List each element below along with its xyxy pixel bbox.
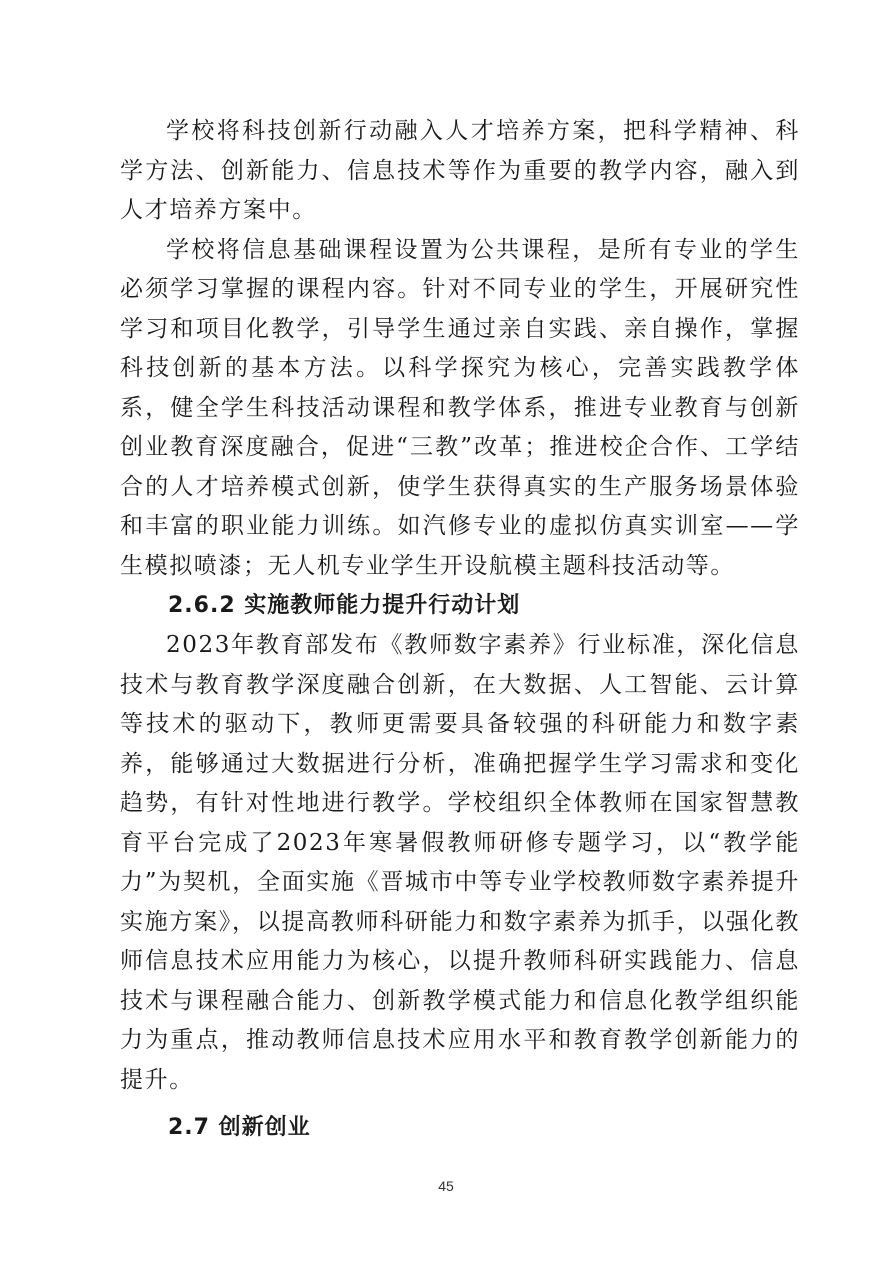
section-heading-2-7: 2.7 创新创业 xyxy=(168,1115,311,1140)
section-heading-2-6-2: 2.6.2 实施教师能力提升行动计划 xyxy=(168,593,521,618)
paragraph-teacher-capability: 2023年教育部发布《教师数字素养》行业标准，深化信息技术与教育教学深度融合创新，在大数据、人工智能、云计算等技术的驱动下，教师更需要具备较强的科研能力和数字素养，能够通过大数据进行分析，准确把握学生学习需求和变化趋势，有针对性地进行教学。学校组织全体教师在国家智慧教育平台完成了2023年寒暑假教师研修专题学习，以“教学能力”为契机，全面实施《晋城市中等专业学校教师数字素养提升实施方案》，以提高教师科研能力和数字素养为抓手，以强化教师信息技术应用能力为核心，以提升教师科研实践能力、信息技术与课程融合能力、创新教学模式能力和信息化教学组织能力为重点，推动教师信息技术应用水平和教育教学创新能力的提升。 xyxy=(120,632,800,1093)
page-body xyxy=(120,112,800,1148)
page-number: 45 xyxy=(438,1178,454,1194)
paragraph-information-courses: 学校将信息基础课程设置为公共课程，是所有专业的学生必须学习掌握的课程内容。针对不同专业的学生，开展研究性学习和项目化教学，引导学生通过亲自实践、亲自操作，掌握科技创新的基本方法。以科学探究为核心，完善实践教学体系，健全学生科技活动课程和教学体系，推进专业教育与创新创业教育深度融合，促进“三教”改革；推进校企合作、工学结合的人才培养模式创新，使学生获得真实的生产服务场景体验和丰富的职业能力训练。如汽修专业的虚拟仿真实训室——学生模拟喷漆；无人机专业学生开设航模主题科技活动等。 xyxy=(120,236,800,579)
paragraph-curriculum-integration: 学校将科技创新行动融入人才培养方案，把科学精神、科学方法、创新能力、信息技术等作为重要的教学内容，融入到人才培养方案中。 xyxy=(120,118,800,223)
